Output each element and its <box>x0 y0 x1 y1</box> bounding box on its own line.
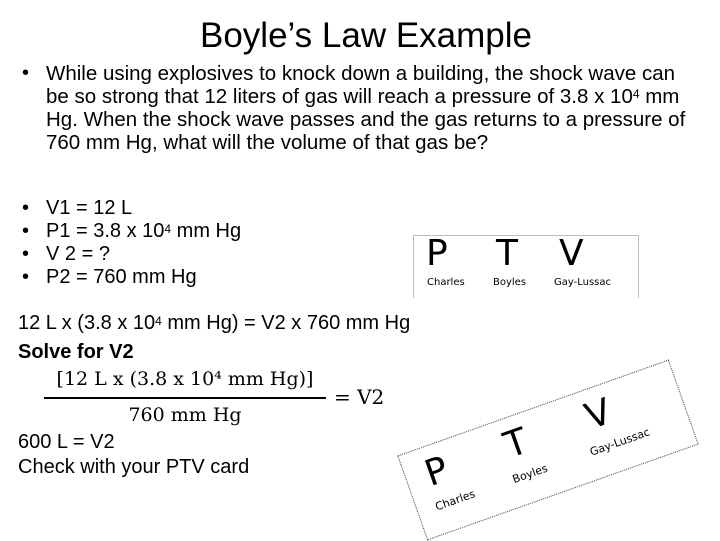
check-text: Check with your PTV card <box>18 456 250 478</box>
intro-bullet-row <box>18 62 698 154</box>
given-values-list <box>18 197 398 289</box>
ptv-letter-v: V <box>559 233 584 274</box>
fraction-bar <box>44 397 326 399</box>
ptv-rotated-letter-v: V <box>579 391 617 439</box>
list-item <box>18 243 398 266</box>
given-v2: V 2 = ? <box>46 243 110 265</box>
intro-problem <box>18 62 698 154</box>
ptv-rotated-letter-t: T <box>498 420 534 467</box>
ptv-label-boyles: Boyles <box>493 277 527 288</box>
list-item <box>18 266 398 289</box>
list-item <box>18 220 398 243</box>
problem-text <box>46 62 698 154</box>
given-p2: P2 = 760 mm Hg <box>46 266 197 288</box>
equation-exponent: 4 <box>155 314 162 328</box>
problem-exponent: 4 <box>632 87 640 101</box>
ptv-letter-p: P <box>426 233 448 274</box>
bullet-icon: • <box>22 266 30 288</box>
ptv-letter-t: T <box>496 233 518 274</box>
boyles-equation <box>18 311 410 335</box>
bullet-icon: • <box>22 243 30 265</box>
bullet-icon: • <box>22 220 30 242</box>
ptv-label-charles: Charles <box>427 277 465 288</box>
slide-title: Boyle’s Law Example <box>199 16 533 55</box>
ptv-rotated-label-boyles: Boyles <box>510 461 550 487</box>
answer-text: 600 L = V2 <box>18 431 115 453</box>
fraction-numerator: [12 L x (3.8 x 10⁴ mm Hg)] <box>56 368 314 390</box>
ptv-rotated-label-charles: Charles <box>433 487 477 514</box>
list-item <box>18 197 398 220</box>
ptv-card-rotated <box>397 360 699 541</box>
equation-after: mm Hg) = V2 x 760 mm Hg <box>161 312 411 334</box>
given-p1-exponent: 4 <box>164 222 172 236</box>
equation-before: 12 L x (3.8 x 10 <box>18 312 156 334</box>
problem-text-after: mm Hg. When the shock wave passes and the gas returns to a pressure of 760 mm Hg, what will the volume of that gas be? <box>46 85 686 154</box>
bullet-icon: • <box>22 197 30 219</box>
fraction-denominator: 760 mm Hg <box>128 404 242 426</box>
problem-text-before: While using explosives to knock down a building, the shock wave can be so strong that 12 liters of gas will reach a pressure of 3.8 x 10 <box>46 62 676 108</box>
ptv-rotated-letter-p: P <box>419 448 454 495</box>
given-v1: V1 = 12 L <box>46 197 133 219</box>
ptv-card <box>413 235 639 298</box>
given-p1-unit: mm Hg <box>171 220 242 242</box>
ptv-rotated-label-gay-lussac: Gay-Lussac <box>588 425 652 459</box>
bullet-icon: • <box>22 62 30 84</box>
fraction-rhs: = V2 <box>334 385 385 409</box>
solve-label: Solve for V2 <box>18 341 134 363</box>
given-p1: P1 = 3.8 x 10 <box>46 220 165 242</box>
ptv-label-gay-lussac: Gay-Lussac <box>554 277 612 288</box>
